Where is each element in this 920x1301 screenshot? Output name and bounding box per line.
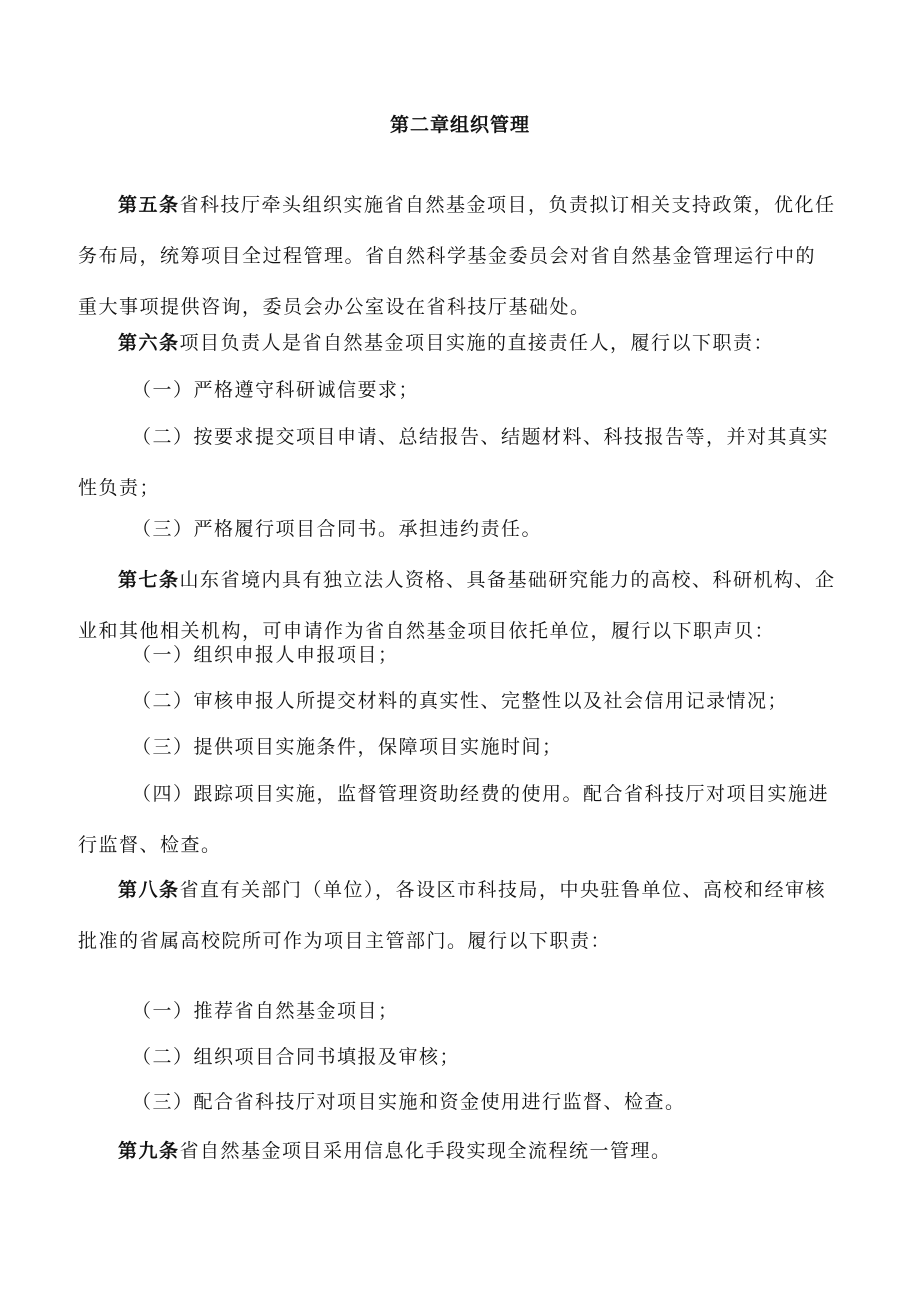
article-label: 第五条: [118, 194, 180, 216]
list-item: （三）提供项目实施条件，保障项目实施时间；: [132, 736, 563, 758]
article-label: 第六条: [118, 332, 180, 354]
article-text: 省科技厅牵头组织实施省自然基金项目，负责拟订相关支持政策，优化任务布局，统筹项目全过程管理。省自然科学基金委员会对省自然基金管理运行中的重大事项提供咨询，委员会办公室设在省科技厅基础处。: [78, 194, 836, 318]
list-item: （一）严格遵守科研诚信要求；: [132, 379, 420, 401]
list-item: （二）组织项目合同书填报及审核；: [132, 1046, 461, 1068]
chapter-title: 第二章组织管理: [389, 114, 530, 136]
article-label: 第七条: [118, 569, 180, 591]
list-item: （三）配合省科技厅对项目实施和资金使用进行监督、检查。: [132, 1091, 686, 1113]
list-item: （二）审核申报人所提交材料的真实性、完整性以及社会信用记录情况；: [132, 690, 789, 712]
article-8: [78, 865, 836, 967]
article-text: 山东省境内具有独立法人资格、具备基础研究能力的高校、科研机构、企业和其他相关机构，可申请作为省自然基金项目依托单位，履行以下职声贝：: [78, 569, 836, 642]
article-6: [78, 318, 836, 369]
article-text: 省直有关部门（单位），各设区市科技局，中央驻鲁单位、高校和经审核批准的省属高校院所可作为项目主管部门。履行以下职责：: [78, 879, 827, 952]
list-item: （四）跟踪项目实施，监督管理资助经费的使用。配合省科技厅对项目实施进行监督、检查。: [78, 783, 830, 856]
article-text: 项目负责人是省自然基金项目实施的直接责任人，履行以下职责：: [179, 332, 775, 354]
article-label: 第九条: [118, 1140, 180, 1162]
article-5: [78, 180, 836, 333]
list-item: （一）组织申报人申报项目；: [132, 644, 399, 666]
article-text: 省自然基金项目采用信息化手段实现全流程统一管理。: [179, 1140, 672, 1162]
list-item: （一）推荐省自然基金项目；: [132, 1000, 399, 1022]
article-9: [78, 1126, 836, 1177]
article-label: 第八条: [118, 879, 180, 901]
list-item: （二）按要求提交项目申请、总结报告、结题材料、科技报告等，并对其真实性负责；: [78, 426, 830, 499]
list-item: （三）严格履行项目合同书。承担违约责任。: [132, 518, 543, 540]
